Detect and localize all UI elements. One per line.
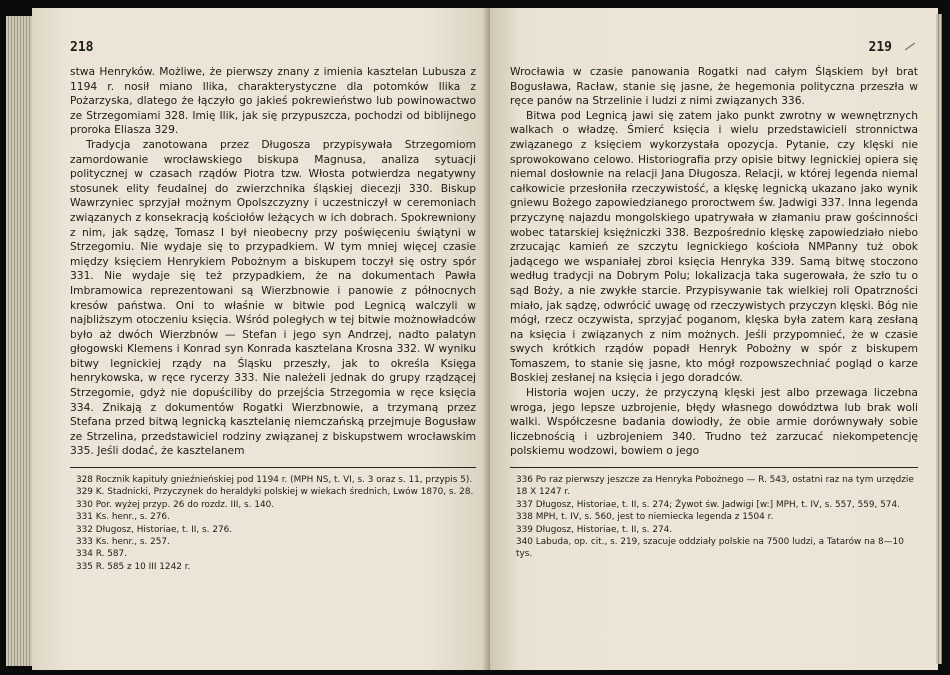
page-number-left: 218 xyxy=(70,40,94,55)
paragraph: Bitwa pod Legnicą jawi się zatem jako punkt zwrotny w wewnętrznych walkach o władzę. Śmierć księcia i wielu przedstawicieli stronnictwa związanego z księciem wykorzystała opozycja. Pytanie, czy klęski nie sprowokowano celowo. Historiografia przy opisie bitwy legnickiej opiera się niemal dosłownie na relacji Jana Długosza. Relacji, w której legenda niemal całkowicie przesłoniła rzeczywistość, a klęskę legnicką ukazano jako wynik gniewu Bożego zapowiedzianego proroctwem św. Jadwigi 337. Inna legenda przyczynę najazdu mongolskiego upatrywała w złamaniu praw gościnności wobec tatarskiej księżniczki 338. Bezpośrednio klęskę zapowiedziało niebo zrzucając kamień ze szczytu legnickiego kościoła NMPanny tuż obok jadącego we wspaniałej zbroi księcia Henryka 339. Samą bitwę stoczono według tradycji na Dobrym Polu; lokalizacja taka sugerowała, że szło tu o sąd Boży, a nie zwykłe starcie. Przypisywanie tak wielkiej roli Opatrzności miało, jak sądzę, odwrócić uwagę od rzeczywistych przyczyn klęski. Bóg nie mógł, rzecz oczywista, sprzyjać poganom, klęska była zatem karą zesłaną na księcia i związanych z nim możnych. Jeśli przypomnieć, że w czasie swych krótkich rządów popadł Henryk Pobożny w spór z biskupem Tomaszem, to stanie się jasne, kto mógł rozpowszechniać pogląd o karze Boskiej zesłanej na księcia i jego doradców. xyxy=(510,108,918,385)
paragraph: Tradycja zanotowana przez Długosza przypisywała Strzegomiom zamordowanie wrocławskiego biskupa Magnusa, analiza sytuacji politycznej w czasach rządów Piotra tzw. Włosta potwierdza negatywny stosunek elity feudalnej do zwierzchnika śląskiej diecezji 330. Biskup Wawrzyniec sprzyjał możnym Opolszczyzny i uczestniczył w ceremoniach związanych z konsekracją kościołów leżących w ich dobrach. Spokrewniony z nim, jak sądzę, Tomasz I był nieobecny przy poświęceniu świątyni w Strzegomiu. Nie wydaje się to przypadkiem. W tym mniej więcej czasie między księciem Henrykiem Pobożnym a biskupem toczył się ostry spór 331. Nie wydaje się też przypadkiem, że na dokumentach Pawła Imbramowica reprezentowani są Wierzbnowie i panowie z północnych kresów państwa. Oni to właśnie w bitwie pod Legnicą walczyli w najbliższym otoczeniu księcia. Wśród poległych w tej bitwie możnowładców było aż dwóch Wierzbnów — Stefan i jego syn Andrzej, nadto palatyn głogowski Klemens i Konrad syn Konrada kasztelana Krosna 332. W wyniku bitwy legnickiej rządy na Śląsku przeszły, jak to określa Księga henrykowska, w ręce rycerzy 333. Nie należeli jednak do grupy rządzącej Strzegomie, gdyż nie dopuściliby do przejścia Strzegomia w ręce księcia 334. Znikają z dokumentów Rogatki Wierzbnowie, a trzymaną przez Stefana przed bitwą legnicką kasztelanię niemczańską przejmuje Bogusław ze Strzelina, przedstawiciel rodziny związanej z biskupstwem wrocławskim 335. Jeśli dodać, że kasztelanem xyxy=(70,137,476,458)
paragraph: Wrocławia w czasie panowania Rogatki nad całym Śląskiem był brat Bogusława, Racław, stanie się jasne, że hegemonia polityczna przeszła w ręce panów na Strzelinie i ludzi z nimi związanych 336. xyxy=(510,65,918,108)
footnote: 329 K. Stadnicki, Przyczynek do heraldyki polskiej w wiekach średnich, Lwów 1870, s. 28. xyxy=(76,487,474,498)
left-page-body xyxy=(70,65,476,459)
page-edges-left xyxy=(6,16,34,666)
footnote: 336 Po raz pierwszy jeszcze za Henryka Pobożnego — R. 543, ostatni raz na tym urzędzie 18 X 1247 r. xyxy=(516,475,914,498)
footnote: 339 Długosz, Historiae, t. II, s. 274. xyxy=(516,524,673,535)
page-number-right: 219 xyxy=(868,40,892,55)
footnote: 334 R. 587. xyxy=(76,549,128,560)
left-footnotes xyxy=(70,467,476,573)
right-footnotes xyxy=(510,467,918,561)
footnote: 328 Rocznik kapituły gnieźnieńskiej pod 1194 r. (MPH NS, t. VI, s. 3 oraz s. 11, przypis 5). xyxy=(76,475,473,486)
right-page xyxy=(490,8,938,670)
book-spread xyxy=(6,8,942,670)
footnote: 333 Ks. henr., s. 257. xyxy=(76,537,170,548)
footnote: 335 R. 585 z 10 III 1242 r. xyxy=(76,561,191,572)
paragraph: Historia wojen uczy, że przyczyną klęski jest albo przewaga liczebna wroga, jego lepsze uzbrojenie, błędy własnego dowództwa lub brak woli walki. Współczesne badania dowiodły, że obie armie dorównywały sobie liczebnością i uzbrojeniem 340. Trudno też zarzucać niekompetencję polskiemu wodzowi, bowiem o jego xyxy=(510,386,918,458)
page-edges-right xyxy=(936,14,942,664)
footnote: 332 Długosz, Historiae, t. II, s. 276. xyxy=(76,524,233,535)
right-page-body xyxy=(510,65,918,459)
footnote-rule xyxy=(70,467,476,468)
footnote: 331 Ks. henr., s. 276. xyxy=(76,512,170,523)
footnote: 340 Labuda, op. cit., s. 219, szacuje oddziały polskie na 7500 ludzi, a Tatarów na 8—10 tys. xyxy=(516,537,904,560)
footnote: 337 Długosz, Historiae, t. II, s. 274; Żywot św. Jadwigi [w:] MPH, t. IV, s. 557, 559, 574. xyxy=(516,499,900,510)
left-page xyxy=(32,8,490,670)
footnote: 330 Por. wyżej przyp. 26 do rozdz. III, s. 140. xyxy=(76,499,275,510)
footnote: 338 MPH, t. IV, s. 560, jest to niemiecka legenda z 1504 r. xyxy=(516,512,774,523)
footnote-rule xyxy=(510,467,918,468)
paragraph: stwa Henryków. Możliwe, że pierwszy znany z imienia kasztelan Lubusza z 1194 r. nosił miano Ilika, charakterystyczne dla potomków Ilika z Pożarzyska, dlatego że łączyło go jakieś pokrewieństwo lub powinowactwo ze Strzegomiami 328. Imię Ilik, jak się przypuszcza, pochodzi od biblijnego proroka Eliasza 329. xyxy=(70,65,476,137)
